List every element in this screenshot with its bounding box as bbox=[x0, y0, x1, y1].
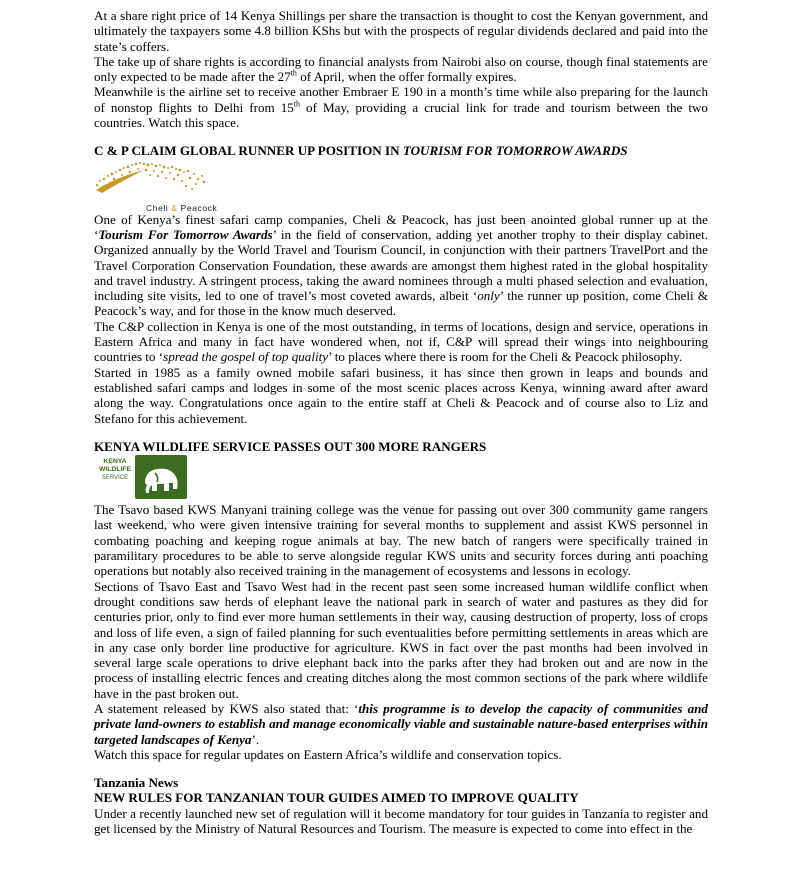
cp-paragraph-2: The C&P collection in Kenya is one of the most outstanding, in terms of locations, design and service, operations in Eastern Africa and many in fact have wondered when, not if, C&P will spread their wings into neighbouring countries to ‘spread the gospel of top quality’ to places where there is room for the Cheli & Peacock philosophy. bbox=[94, 318, 708, 365]
intro-paragraph-2: The take up of share rights is according to financial analysts from Nairobi also on course, though final statements are only expected to be made after the 27th of April, when the offer formally expires. bbox=[94, 53, 708, 85]
cheli-peacock-logo-icon bbox=[94, 160, 244, 202]
kws-paragraph-2: Sections of Tsavo East and Tsavo West had in the recent past seen some increased human wildlife conflict when drought conditions saw herds of elephant leave the national park in search of water and pastures as they did for centuries prior, only to find ever more human settlements in their way, causing destruction of property, loss of crops and loss of life even, a sign of failed planning for such eventualities before permitting settlements in areas which are in any case only border line productive for agriculture. KWS in fact over the past months had been involved in several large scale operations to drive elephant back into the parks after they had broken out and are now in the process of installing electric fences and creating ditches along the most common sections of the park where wildlife have in the past broken out. bbox=[94, 578, 708, 701]
intro-paragraph-3: Meanwhile is the airline set to receive another Embraer E 190 in a month’s time while also preparing for the launch of nonstop flights to Delhi from 15th of May, providing a crucial link for trade and tourism between the two countries. Watch this space. bbox=[94, 84, 708, 131]
cp-heading: C & P CLAIM GLOBAL RUNNER UP POSITION IN TOURISM FOR TOMORROW AWARDS bbox=[94, 143, 628, 159]
kws-paragraph-4: Watch this space for regular updates on Eastern Africa’s wildlife and conservation topics. bbox=[94, 746, 562, 762]
superscript: th bbox=[293, 99, 301, 109]
cp-paragraph-1: One of Kenya’s finest safari camp companies, Cheli & Peacock, has just been anointed global runner up at the ‘Tourism For Tomorrow Awards’ in the field of conservation, adding yet another trophy to their display cabinet. Organized annually by the World Travel and Tourism Council, in conjunction with their partners TravelPort and the Travel Corporation Conservation Foundation, these awards are amongst them highest rated in the global hospitality and travel industry. A stringent process, taking the award nominees through a multi phased selection and evaluation, including site visits, led to one of travel’s most coveted awards, albeit ‘only’ the runner up position, come Cheli & Peacock’s way, and for those in the know much deserved. bbox=[94, 211, 708, 319]
document-page bbox=[94, 8, 708, 836]
cheli-peacock-logo-text: Cheli & Peacock bbox=[146, 202, 218, 213]
cp-paragraph-3: Started in 1985 as a family owned mobile safari business, it has since then grown in leaps and bounds and established safari camps and lodges in some of the most scenic places across Kenya, winning award after award along the way. Congratulations once again to the entire staff at Cheli & Peacock and of course also to Liz and Stefano for this achievement. bbox=[94, 364, 708, 426]
kws-logo bbox=[94, 455, 194, 500]
elephant-icon bbox=[135, 455, 187, 499]
kws-paragraph-1: The Tsavo based KWS Manyani training college was the venue for passing out over 300 community game rangers last weekend, who were given intensive training for several months to supplement and assist KWS personnel in combating poaching and keeping rogue animals at bay. The new batch of rangers were specifically trained in paramilitary procedures to be able to serve alongside regular KWS units and security forces during anti poaching operations but notably also received training in the management of ecosystems and lessons in ecology. bbox=[94, 502, 708, 579]
kws-logo-text: KENYA WILDLIFE SERVICE bbox=[98, 458, 132, 482]
kws-paragraph-3: A statement released by KWS also stated that: ‘this programme is to develop the capacity of communities and private land-owners to establish and manage economically viable and sustainable nature-based enterprises within targeted landscapes of Kenya’. bbox=[94, 700, 708, 747]
tz-section-title: Tanzania News bbox=[94, 775, 179, 791]
cheli-peacock-logo bbox=[94, 160, 244, 212]
superscript: th bbox=[290, 68, 297, 78]
kws-heading: KENYA WILDLIFE SERVICE PASSES OUT 300 MORE RANGERS bbox=[94, 438, 487, 454]
intro-paragraph-1: At a share right price of 14 Kenya Shillings per share the transaction is thought to cost the Kenyan government, and ultimately the taxpayers some 4.8 billion KShs but with the prospects of regular dividends declared and paid into the state’s coffers. bbox=[94, 8, 708, 54]
tz-paragraph-1: Under a recently launched new set of regulation will it become mandatory for tour guides in Tanzania to register and get licensed by the Ministry of Natural Resources and Tourism. The measure is expected to come into effect in the bbox=[94, 805, 708, 837]
tz-heading: NEW RULES FOR TANZANIAN TOUR GUIDES AIMED TO IMPROVE QUALITY bbox=[94, 790, 579, 806]
